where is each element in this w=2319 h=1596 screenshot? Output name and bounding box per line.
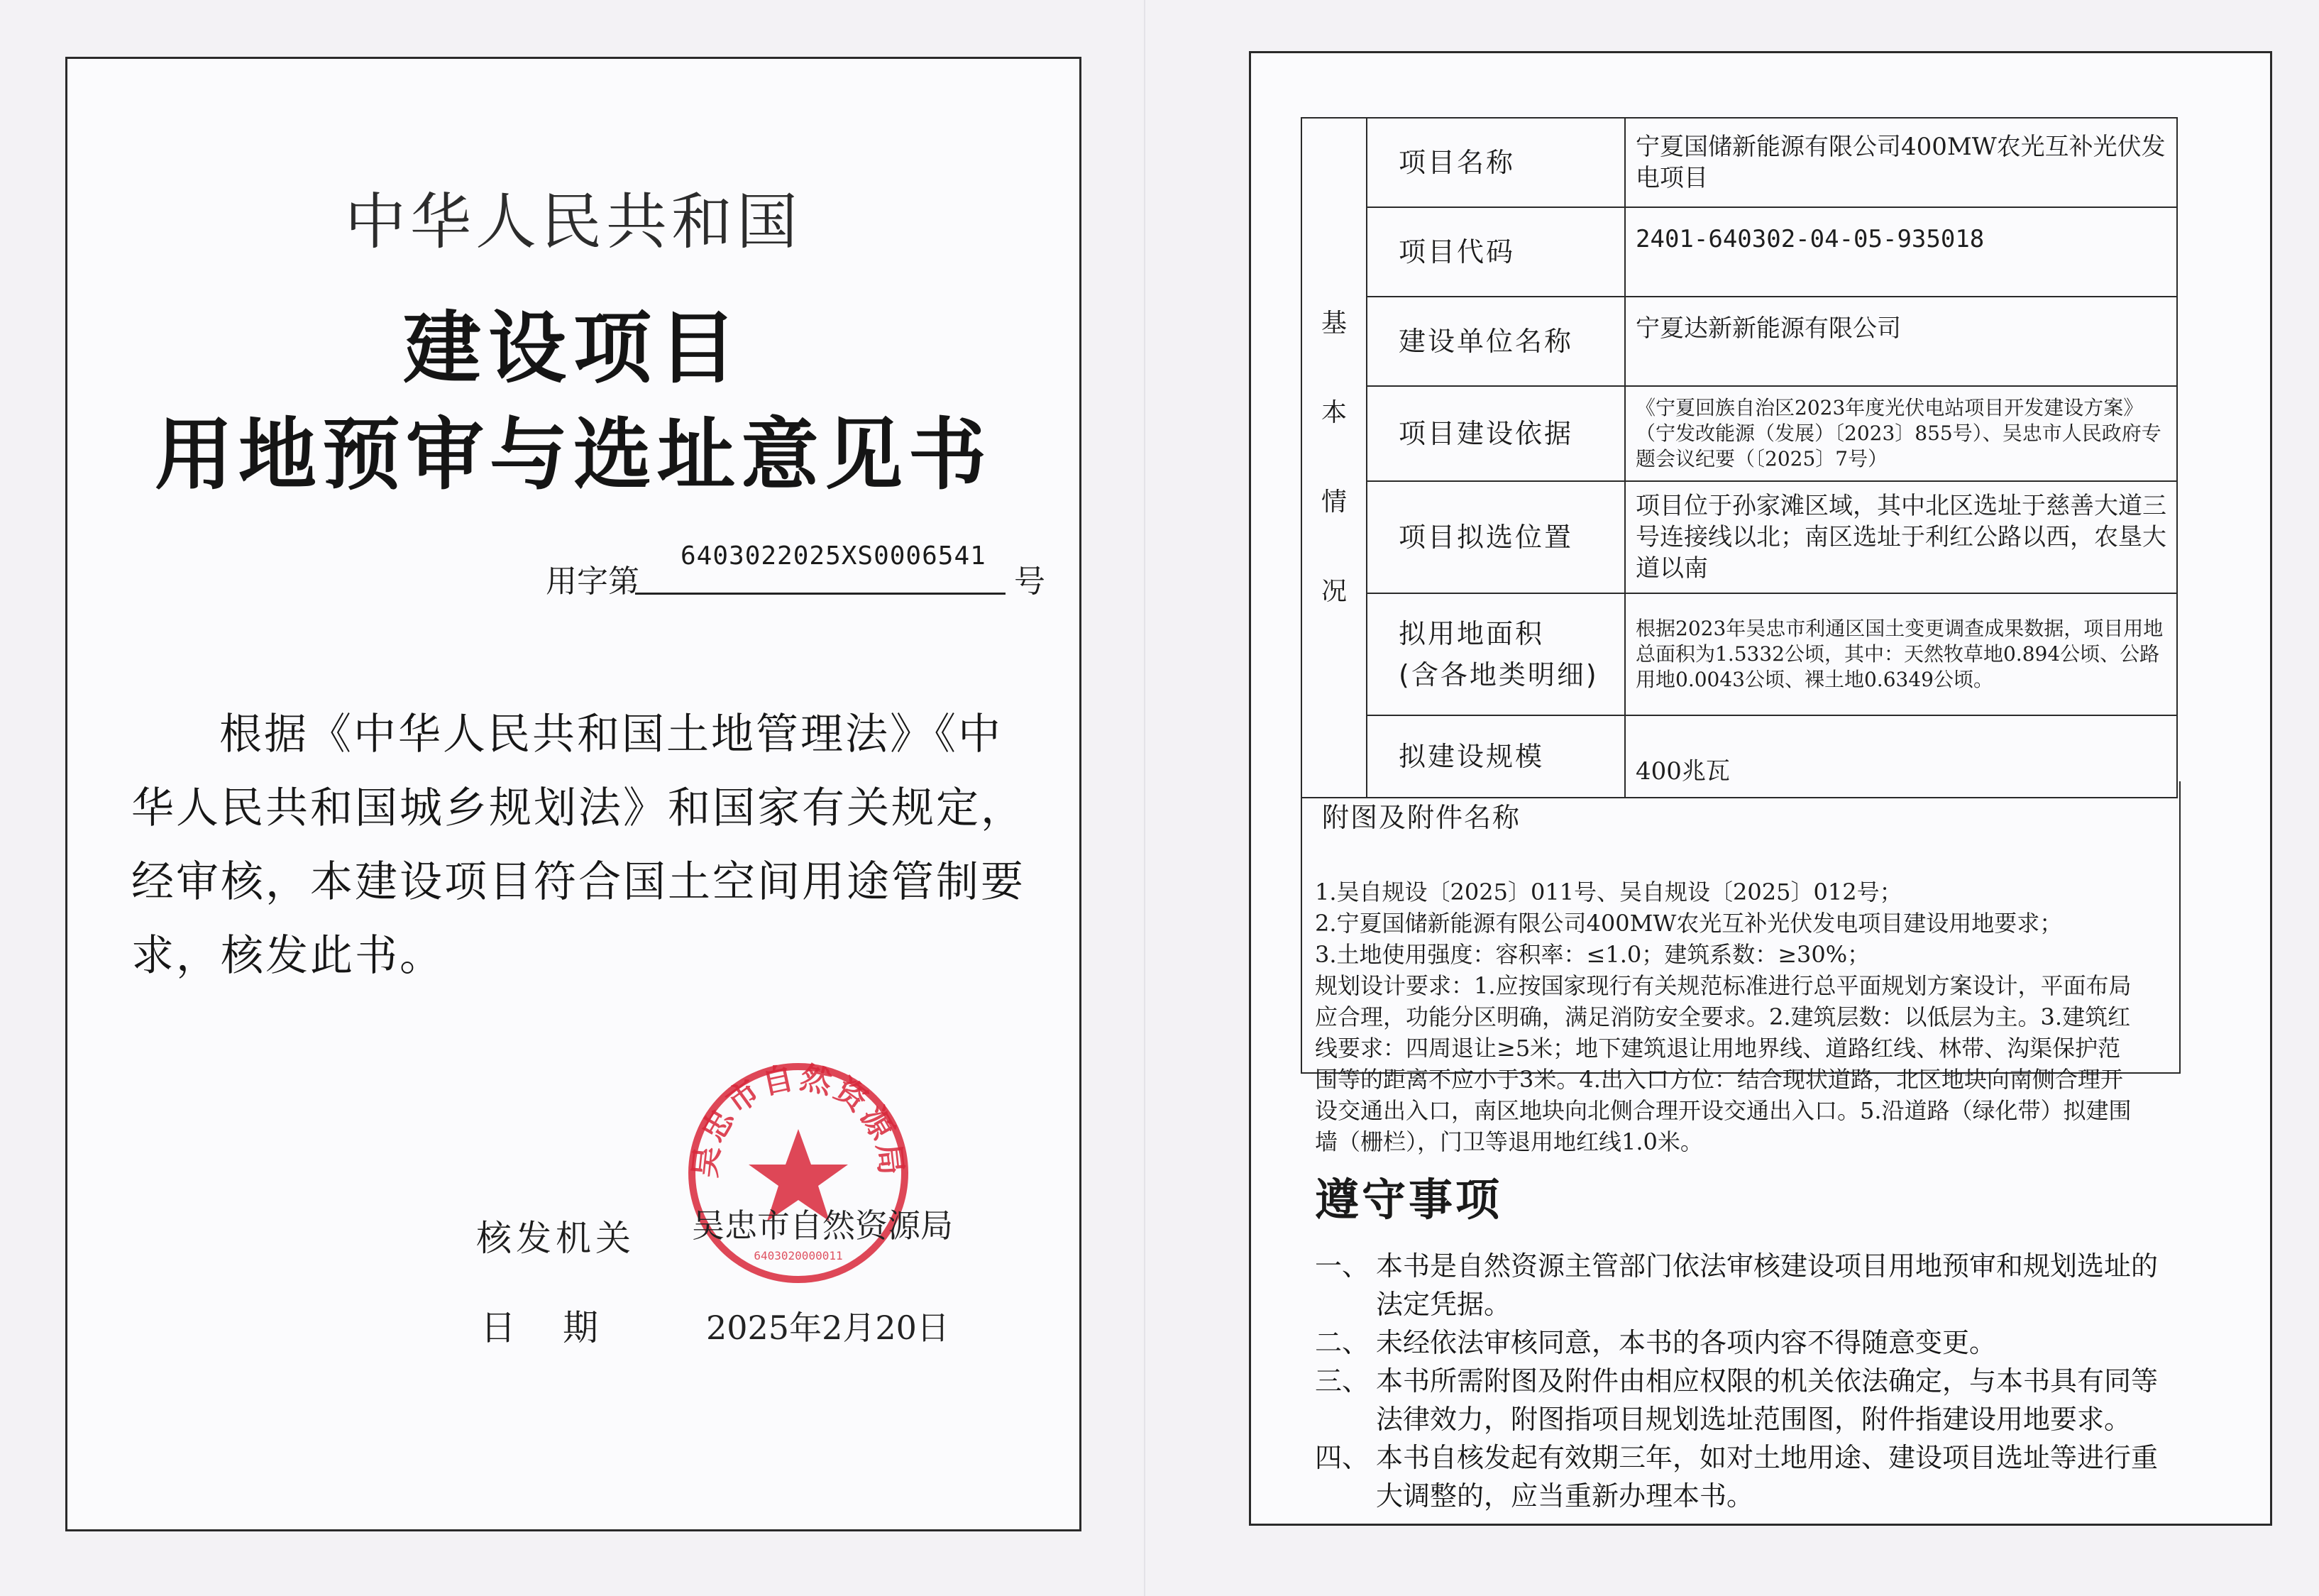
builder-name-label: 建设单位名称 [1367,297,1625,386]
notice-text: 本书所需附图及附件由相应权限的机关依法确定，与本书具有同等法律效力，附图指项目规划选址范围图，附件指建设用地要求。 [1376,1365,2159,1435]
attachments-title: 附图及附件名称 [1322,802,1521,833]
construction-basis-value: 《宁夏回族自治区2023年度光伏电站项目开发建设方案》（宁发改能源（发展）〔2023〕855号）、吴忠市人民政府专题会议纪要（〔2025〕7号） [1625,386,2177,481]
table-row [1301,481,2177,593]
land-area-label-main: 拟用地面积 [1399,618,1545,649]
notices-list [1315,1247,2181,1515]
document-number-value: 6403022025XS0006541 [681,541,986,571]
builder-name-value: 宁夏达新新能源有限公司 [1625,297,2177,386]
document-number-underline [635,593,1006,595]
land-area-label-sub: (含各地类明细) [1399,659,1599,690]
details-page [1249,51,2272,1526]
notice-item [1315,1438,2181,1515]
proposed-location-label: 项目拟选位置 [1367,481,1625,593]
approval-statement: 根据《中华人民共和国土地管理法》《中华人民共和国城乡规划法》和国家有关规定，经审核，本建设项目符合国土空间用途管制要求，核发此书。 [131,710,1025,981]
construction-scale-value: 400兆瓦 [1625,715,2177,798]
project-name-value: 宁夏国储新能源有限公司400MW农光互补光伏发电项目 [1625,118,2177,207]
seal-serial: 6403020000011 [754,1249,843,1262]
document-title-line1: 建设项目 [403,303,744,394]
notice-number: 一、 [1315,1250,1370,1282]
project-code-label: 项目代码 [1367,207,1625,297]
country-name: 中华人民共和国 [345,187,802,258]
seal-text: 吴忠市自然资源局 [687,1059,910,1180]
table-row [1301,386,2177,481]
section-label-char: 况 [1321,577,1347,606]
document-number-suffix: 号 [1014,563,1045,600]
section-label-char: 本 [1321,398,1347,427]
issuer-value: 吴忠市自然资源局 [692,1206,953,1245]
cover-page [65,57,1081,1531]
issuer-label: 核发机关 [476,1218,635,1259]
notice-item [1315,1362,2181,1438]
attachments-list [1315,876,2138,1157]
issue-date-value: 2025年2月20日 [706,1309,949,1347]
attachment-item: 规划设计要求：1.应按国家现行有关规范标准进行总平面规划方案设计，平面布局应合理，功能分区明确，满足消防安全要求。2.建筑层数：以低层为主。3.建筑红线要求：四周退让≥5米；地下建筑退让用地界线、道路红线、林带、沟渠保护范围等的距离不应小于3米。4.出入口方位：结合现状道路，北区地块向南侧合理开设交通出入口，南区地块向北侧合理开设交通出入口。5.沿道路（绿化带）拟建围墙（栅栏），门卫等退用地红线1.0米。 [1315,972,2132,1155]
table-row [1301,118,2177,207]
table-row [1301,593,2177,715]
document-number [546,541,1113,598]
notices-title: 遵守事项 [1315,1174,1503,1226]
project-code-value: 2401-640302-04-05-935018 [1625,207,2177,297]
proposed-location-value: 项目位于孙家滩区域，其中北区选址于慈善大道三号连接线以北；南区选址于利红公路以西，农垦大道以南 [1625,481,2177,593]
notice-text: 本书自核发起有效期三年，如对土地用途、建设项目选址等进行重大调整的，应当重新办理本书。 [1376,1442,2159,1512]
document-number-prefix: 用字第 [546,563,639,600]
basic-info-table [1301,117,2178,798]
attachment-item: 3.土地使用强度：容积率：≤1.0；建筑系数：≥30%； [1315,941,1871,968]
notice-text: 本书是自然资源主管部门依法审核建设项目用地预审和规划选址的法定凭据。 [1376,1250,2159,1320]
official-seal-stamp [678,1052,919,1294]
section-label-char: 情 [1321,488,1347,517]
land-area-value: 根据2023年吴忠市利通区国土变更调查成果数据，项目用地总面积为1.5332公顷，其中：天然牧草地0.894公顷、公路用地0.0043公顷、裸土地0.6349公顷。 [1625,593,2177,715]
notice-number: 三、 [1315,1365,1370,1397]
date-label: 日期 [480,1307,645,1348]
attachment-item: 1.吴自规设〔2025〕011号、吴自规设〔2025〕012号； [1315,879,1902,906]
land-area-label [1367,593,1625,715]
notice-item [1315,1247,2181,1323]
project-name-label: 项目名称 [1367,118,1625,207]
notice-number: 二、 [1315,1327,1370,1358]
attachment-item: 2.宁夏国储新能源有限公司400MW农光互补光伏发电项目建设用地要求； [1315,910,2063,937]
basic-info-section-label [1301,118,1367,798]
document-title-line2: 用地预审与选址意见书 [155,409,992,500]
notice-text: 未经依法审核同意，本书的各项内容不得随意变更。 [1376,1327,1997,1358]
notice-number: 四、 [1315,1442,1370,1473]
notice-item [1315,1323,2181,1362]
construction-basis-label: 项目建设依据 [1367,386,1625,481]
table-row [1301,297,2177,386]
section-label-char: 基 [1321,309,1347,338]
table-row [1301,207,2177,297]
page-fold [1144,0,1145,1596]
construction-scale-label: 拟建设规模 [1367,715,1625,798]
